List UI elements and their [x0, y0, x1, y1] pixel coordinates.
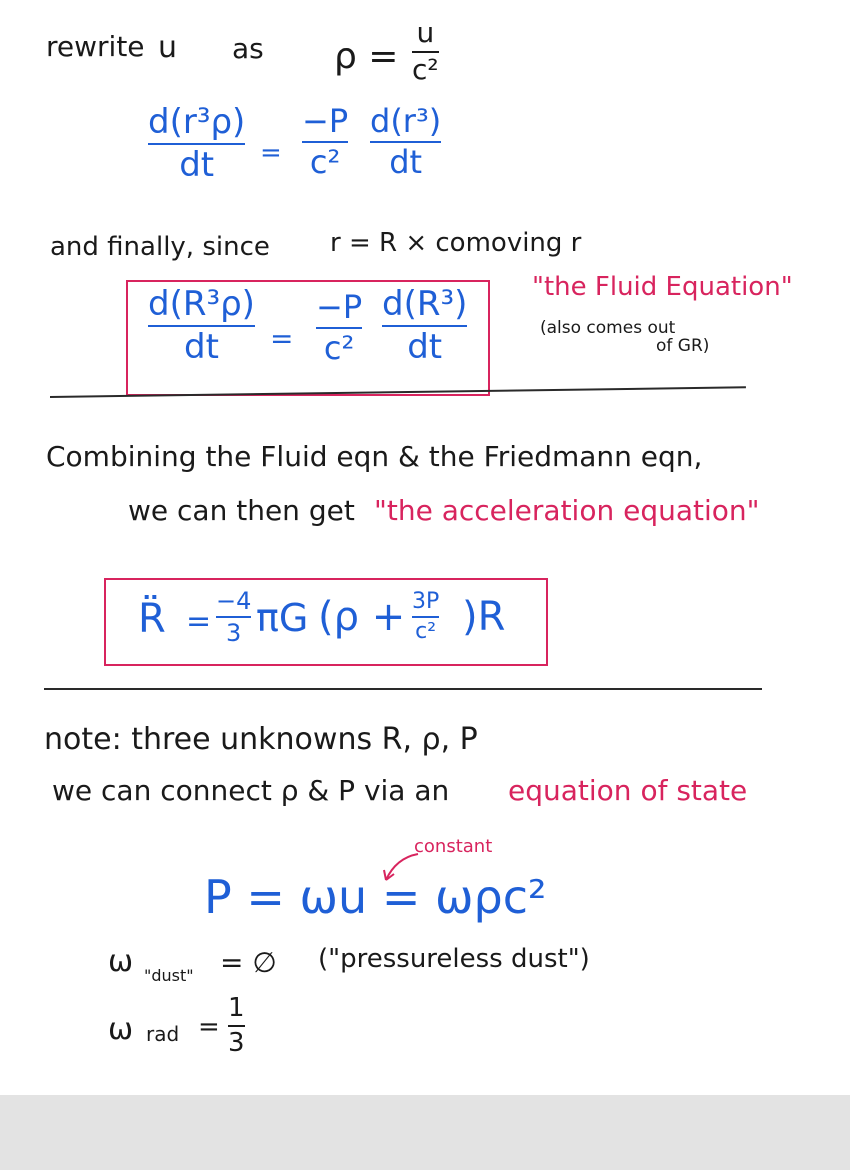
accel-pressure-fraction: 3P c² — [412, 589, 440, 645]
rewrite-word: rewrite — [46, 30, 145, 63]
fluid-note-line2: of GR) — [656, 336, 710, 356]
pi-g: πG — [256, 596, 309, 640]
unknowns-text: note: three unknowns R, ρ, P — [44, 722, 478, 757]
eq1-equals: = — [260, 138, 282, 168]
omega-rad-equals: = — [198, 1012, 220, 1042]
r-double-dot: R̈ — [138, 596, 166, 642]
omega-rad: ω — [108, 1012, 134, 1047]
acceleration-equation-label: "the acceleration equation" — [374, 494, 760, 527]
rho-definition-fraction: u c² — [412, 16, 439, 86]
eq1-lhs-fraction: d(r³ρ) dt — [148, 102, 246, 186]
fluid-lhs-fraction: d(R³ρ) dt — [148, 284, 255, 368]
fluid-rhs-fraction: d(R³) dt — [382, 284, 468, 368]
eq1-pressure-fraction: −P c² — [302, 102, 349, 182]
fluid-equation-label: "the Fluid Equation" — [532, 272, 793, 302]
accel-open-paren: (ρ + — [318, 594, 406, 640]
accel-coefficient-fraction: −4 3 — [216, 587, 252, 648]
combining-text: Combining the Fluid eqn & the Friedmann eqn, — [46, 440, 703, 473]
omega-rad-subscript: rad — [146, 1022, 180, 1046]
omega-dust-value: = ∅ — [220, 946, 277, 979]
accel-equals: = — [186, 604, 212, 639]
equation-of-state: P = ωu = ωρc² — [204, 870, 547, 924]
pressureless-dust-note: ("pressureless dust") — [318, 944, 590, 974]
accel-close: )R — [462, 594, 506, 640]
then-get-text: we can then get — [128, 494, 355, 527]
fluid-equals: = — [270, 322, 294, 355]
omega-dust-subscript: "dust" — [144, 966, 194, 985]
divider-2 — [44, 688, 762, 690]
rho-equals: ρ = — [334, 36, 399, 77]
as-word: as — [232, 32, 264, 65]
fluid-note-line1: (also comes out — [540, 318, 676, 338]
comoving-relation: r = R × comoving r — [330, 228, 582, 258]
and-finally-text: and finally, since — [50, 232, 270, 262]
constant-label: constant — [414, 836, 493, 857]
eq1-rhs-fraction: d(r³) dt — [370, 102, 442, 182]
fluid-pressure-fraction: −P c² — [316, 288, 363, 368]
scanner-margin — [0, 1095, 850, 1170]
u-symbol: u — [158, 30, 178, 65]
omega-dust: ω — [108, 944, 134, 979]
connect-text: we can connect ρ & P via an — [52, 774, 450, 807]
omega-rad-fraction: 1 3 — [228, 993, 245, 1058]
equation-of-state-label: equation of state — [508, 774, 748, 807]
